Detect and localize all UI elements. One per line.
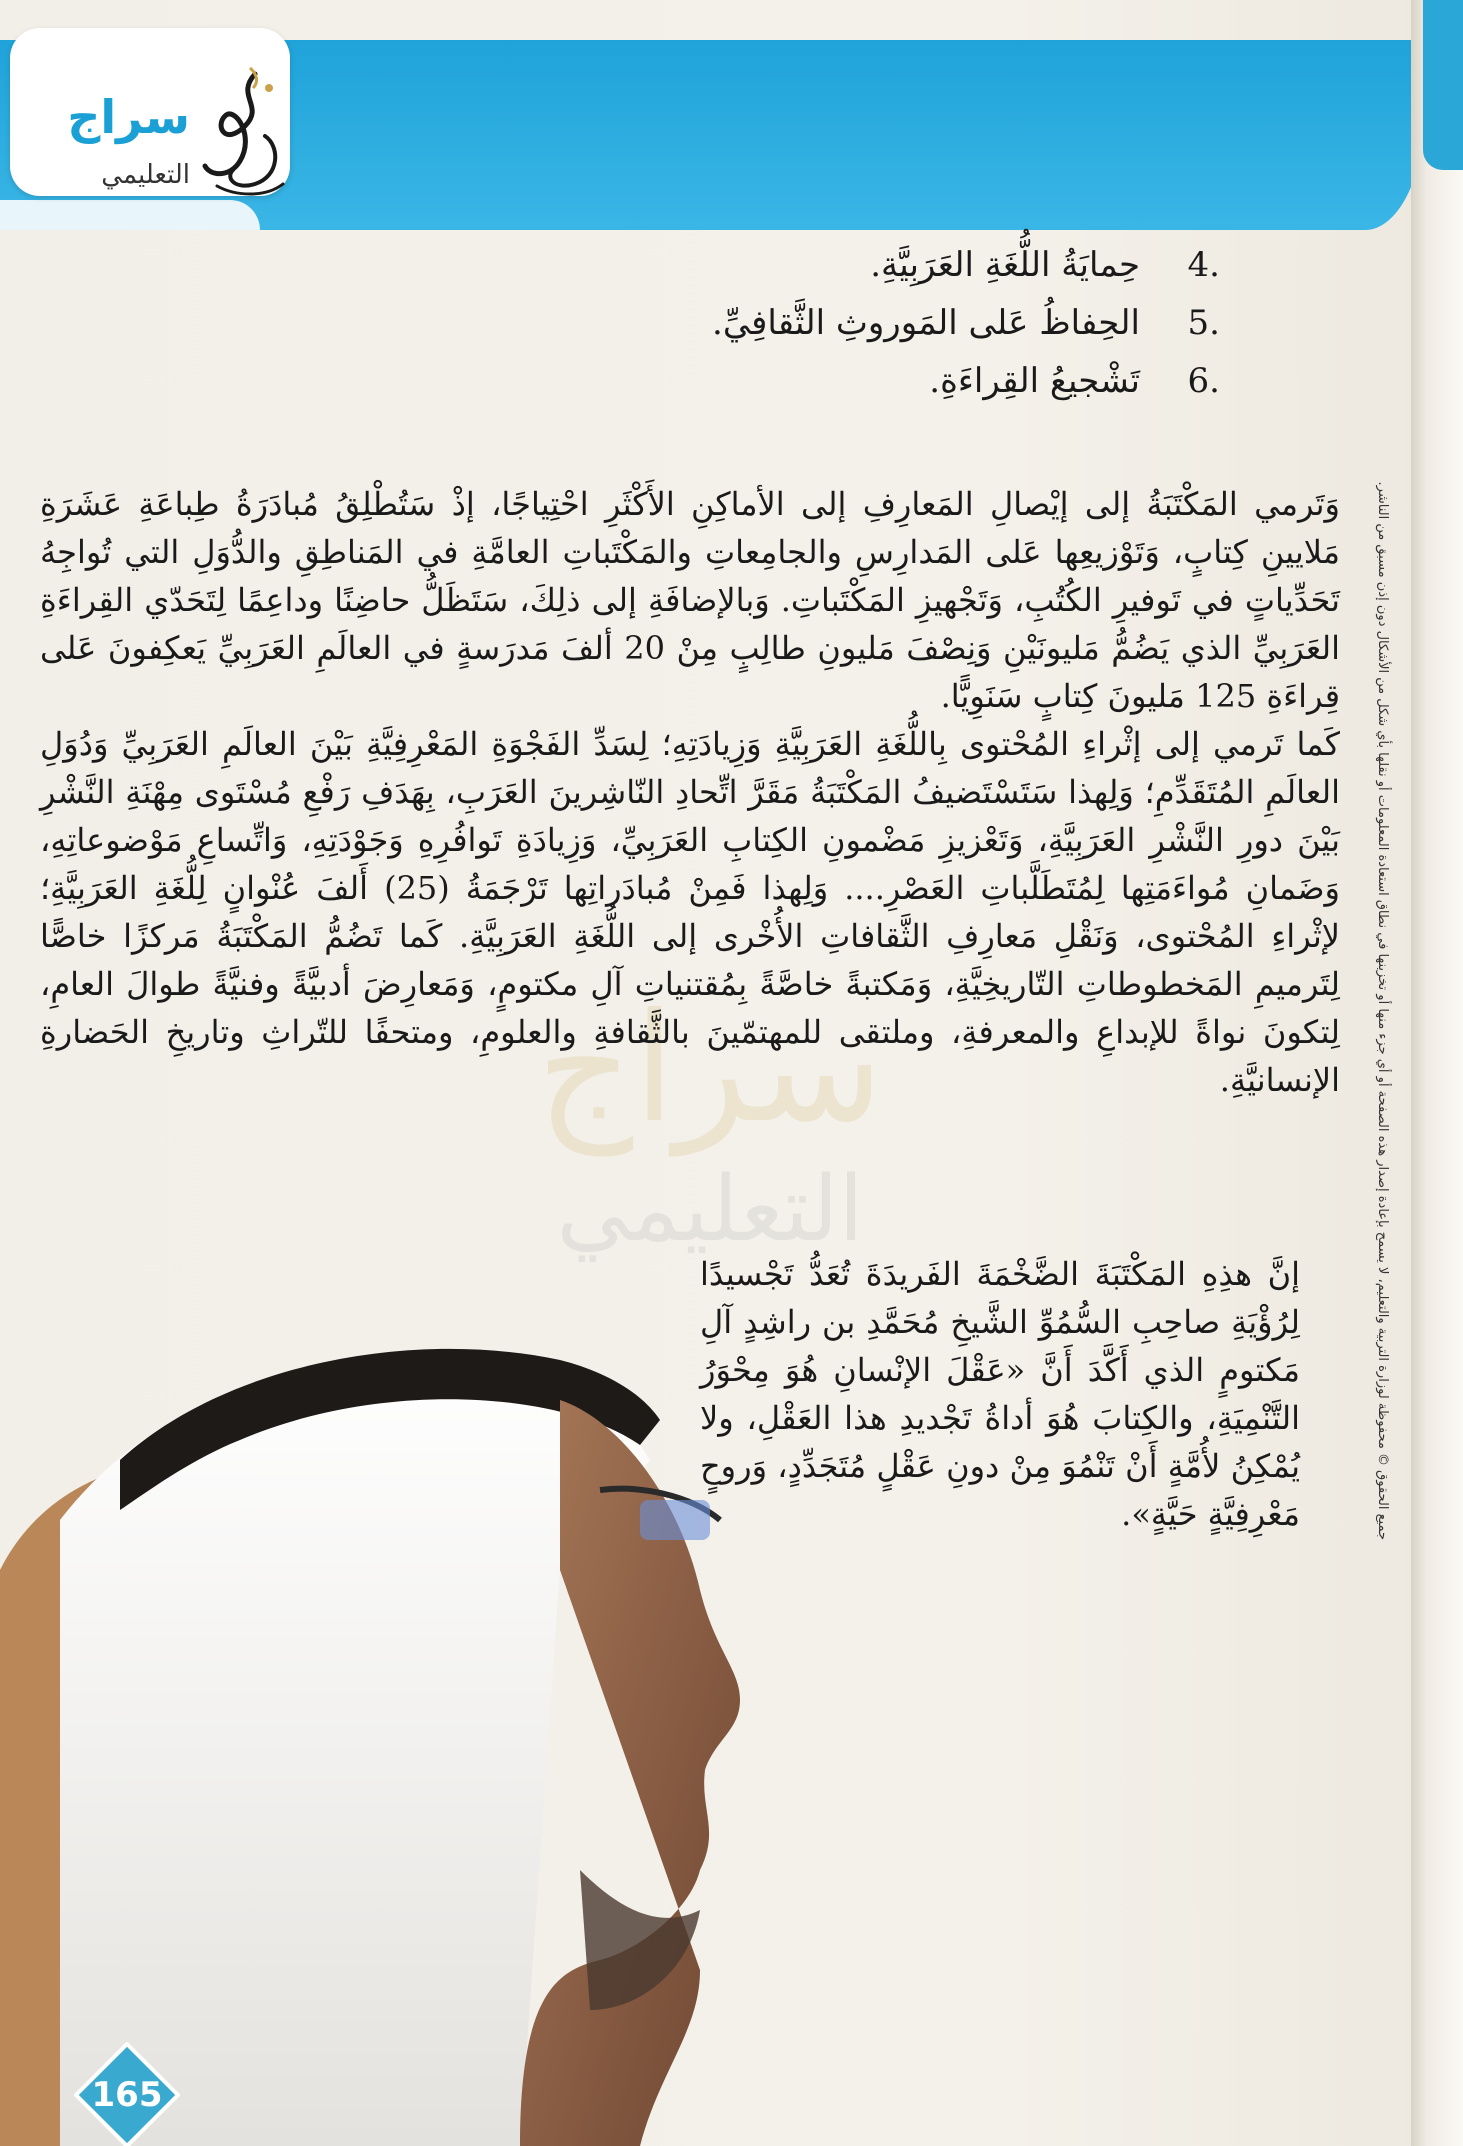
article-body (40, 480, 1340, 1104)
copyright-note: جميع الحقوق © محفوظة لوزارة التربية والتعليم، لا يسمح بإعادة إصدار هذه الصفحة أو أي جزء منها أو تخزينها في نطاق استعادة المعلومات أو نقلها بأي شكل من الأشكال دون إذن مسبق من الناشر. (1375, 481, 1390, 1540)
paragraph: كَما تَرمي إلى إثْراءِ المُحْتوى بِاللُّغَةِ العَرَبِيَّةِ وَزِيادَتِهِ؛ لِسَدِّ الفَجْوَةِ المَعْرِفِيَّةِ بَيْنَ العالَمِ العَرَبِيِّ وَدُوَلِ العالَمِ المُتَقَدِّمِ؛ وَلِهذا سَتَسْتَضيفُ المَكْتَبَةُ مَقَرَّ اتِّحادِ النّاشِرينَ العَرَبِ، بِهَدَفِ رَفْعِ مُسْتَوى مِهْنَةِ النَّشْرِ بَيْنَ دورِ النَّشْرِ العَرَبِيَّةِ، وَتَعْزيزِ مَضْمونِ الكِتابِ العَرَبِيِّ، وَزِيادَةِ تَوافُرِهِ وَجَوْدَتِهِ، وَاتِّساعِ مَوْضوعاتِهِ، وَضَمانِ مُواءَمَتِها لِمُتَطَلَّباتِ العَصْرِ.... وَلِهذا فَمِنْ مُبادَراتِها تَرْجَمَةُ (25) أَلفَ عُنْوانٍ لِلُّغَةِ العَرَبِيَّةِ؛ لإثْراءِ المُحْتوى، وَنَقْلِ مَعارِفِ الثَّقافاتِ الأُخْرى إلى اللُّغَةِ العَرَبِيَّةِ. كَما تَضُمُّ المَكْتَبَةُ مَركزًا خاصًّا لِتَرميمِ المَخطوطاتِ التّاريخِيَّةِ، وَمَكتبةً خاصَّةً بِمُقتنياتِ آلِ مكتومٍ، وَمَعارِضَ أدبيَّةً وفنيَّةً طوالَ العامِ، لِتكونَ نواةً للإبداعِ والمعرفةِ، وملتقى للمهتمّينَ بالثَّقافةِ والعلومِ، ومتحفًا للتّراثِ وتاريخِ الحَضارةِ الإنسانيَّةِ. (40, 725, 1340, 1099)
objectives-list (600, 236, 1220, 410)
list-item (600, 236, 1220, 294)
list-item (600, 294, 1220, 352)
svg-text:سراج: سراج (536, 982, 884, 1156)
page-number: 165 (91, 2075, 163, 2115)
list-item (600, 352, 1220, 410)
list-number: 6. (1187, 361, 1220, 401)
logo-title: سراج (67, 90, 190, 144)
list-number: 5. (1187, 303, 1220, 343)
logo-card (10, 28, 290, 196)
logo-subtitle: التعليمي (101, 160, 190, 190)
paragraph: وَتَرمي المَكْتَبَةُ إلى إيْصالِ المَعارِفِ إلى الأماكِنِ الأَكْثَرِ احْتِياجًا، إذْ سَتُطْلِقُ مُبادَرَةُ طِباعَةِ عَشَرَةِ مَلايينِ كِتابٍ، وَتَوْزيعِها عَلى المَدارِسِ والجامِعاتِ والمَكْتَباتِ العامَّةِ في المَناطِقِ والدُّوَلِ التي تُواجِهُ تَحَدِّياتٍ في تَوفيرِ الكُتُبِ، وَتَجْهيزِ المَكْتَباتِ. وَبالإضافَةِ إلى ذلِكَ، سَتَظَلُّ حاضِنًا وداعِمًا لِتَحَدّي القِراءَةِ العَرَبِيِّ الذي يَضُمُّ مَليونَيْنِ وَنِصْفَ مَليونِ طالِبٍ مِنْ 20 ألفَ مَدرَسةٍ في العالَمِ العَرَبِيِّ يَعكِفونَ عَلى قِراءَةِ 125 مَليونَ كِتابٍ سَنَوِيًّا. (40, 485, 1340, 715)
list-text: تَشْجيعُ القِراءَةِ. (929, 361, 1140, 401)
svg-text:التعليمي: التعليمي (556, 1157, 864, 1262)
list-text: الحِفاظُ عَلى المَوروثِ الثَّقافِيِّ. (712, 303, 1140, 343)
list-number: 4. (1187, 245, 1220, 285)
calligraphy-logo-icon (195, 66, 290, 206)
list-text: حِمايَةُ اللُّغَةِ العَرَبِيَّةِ. (870, 245, 1140, 285)
book-spine-edge (1411, 0, 1463, 2146)
book-spine-tab (1423, 0, 1463, 170)
quote-paragraph: إنَّ هذِهِ المَكْتَبَةَ الضَّخْمَةَ الفَريدَةَ تُعَدُّ تَجْسيدًا لِرُؤْيَةِ صاحِبِ السُّمُوِّ الشَّيخِ مُحَمَّدِ بن راشِدٍ آلِ مَكتومٍ الذي أَكَّدَ أَنَّ «عَقْلَ الإنْسانِ هُوَ مِحْوَرُ التَّنْمِيَةِ، والكِتابَ هُوَ أداةُ تَجْديدِ هذا العَقْلِ، ولا يُمْكِنُ لأُمَّةٍ أَنْ تَنْمُوَ مِنْ دونِ عَقْلٍ مُتَجَدِّدٍ، وَروحٍ مَعْرِفِيَّةٍ حَيَّةٍ». (700, 1255, 1300, 1533)
